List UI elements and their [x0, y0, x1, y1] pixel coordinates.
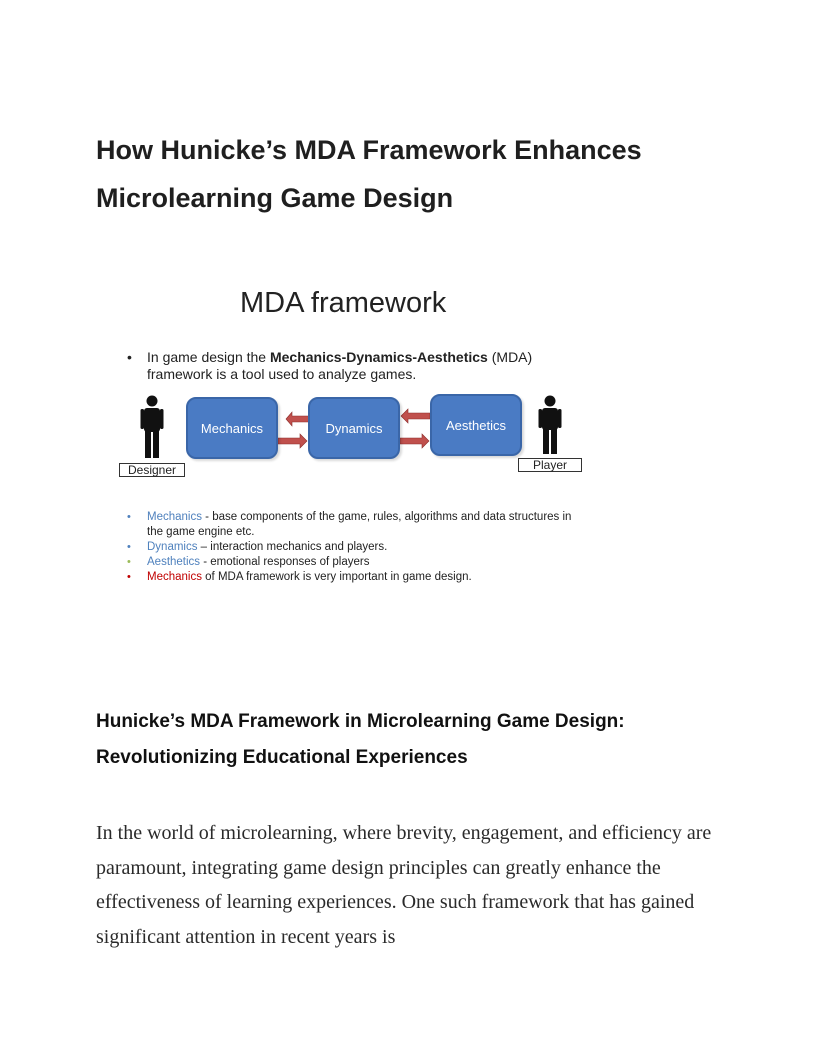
player-label: Player — [518, 458, 582, 472]
aesthetics-node: Aesthetics — [430, 394, 522, 456]
intro-bullet: • — [127, 349, 132, 365]
intro-text-end: (MDA) framework is a tool used to analyze games. — [147, 349, 533, 382]
definition-item-dynamics — [127, 540, 577, 555]
list-bullet: • — [127, 541, 131, 553]
mda-framework-figure — [110, 285, 600, 595]
definition-text: – interaction mechanics and players. — [197, 541, 388, 553]
article-title: How Hunicke’s MDA Framework Enhances Microlearning Game Design — [96, 135, 642, 213]
body-paragraph: In the world of microlearning, where brevity, engagement, and efficiency are paramount, integrating game design principles can greatly enhance the effectiveness of learning experiences. One such framework that has gained significant attention in recent years is — [96, 822, 712, 948]
definition-text: - base components of the game, rules, algorithms and data structures in the game engine etc. — [147, 511, 572, 538]
definition-text: of MDA framework is very important in game design. — [201, 571, 472, 583]
arrow-dynamics-to-mechanics — [286, 412, 310, 426]
definition-term: Mechanics — [147, 511, 202, 523]
arrow-dynamics-to-aesthetics — [400, 434, 429, 448]
intro-text-bold: Mechanics-Dynamics-Aesthetics — [269, 349, 488, 365]
arrow-mechanics-to-dynamics — [278, 434, 307, 448]
mechanics-node: Mechanics — [186, 397, 278, 459]
definition-item-aesthetics — [127, 555, 577, 570]
list-bullet: • — [127, 571, 131, 583]
definition-text: - emotional responses of players — [200, 556, 370, 568]
figure-definitions-list — [127, 510, 577, 585]
definition-term: Aesthetics — [147, 556, 201, 568]
arrow-aesthetics-to-dynamics — [401, 409, 430, 423]
intro-text-start: In game design the — [147, 349, 270, 365]
definition-term: Dynamics — [147, 541, 198, 553]
definition-term: Mechanics — [147, 571, 202, 583]
dynamics-node: Dynamics — [308, 397, 400, 459]
section-heading: Hunicke’s MDA Framework in Microlearning Game Design: Revolutionizing Educational Experiences — [96, 711, 625, 768]
figure-title: MDA framework — [240, 287, 447, 319]
definition-item-mechanics — [127, 510, 577, 540]
designer-label: Designer — [119, 463, 185, 477]
list-bullet: • — [127, 511, 131, 523]
list-bullet: • — [127, 556, 131, 568]
definition-item-importance — [127, 570, 577, 585]
